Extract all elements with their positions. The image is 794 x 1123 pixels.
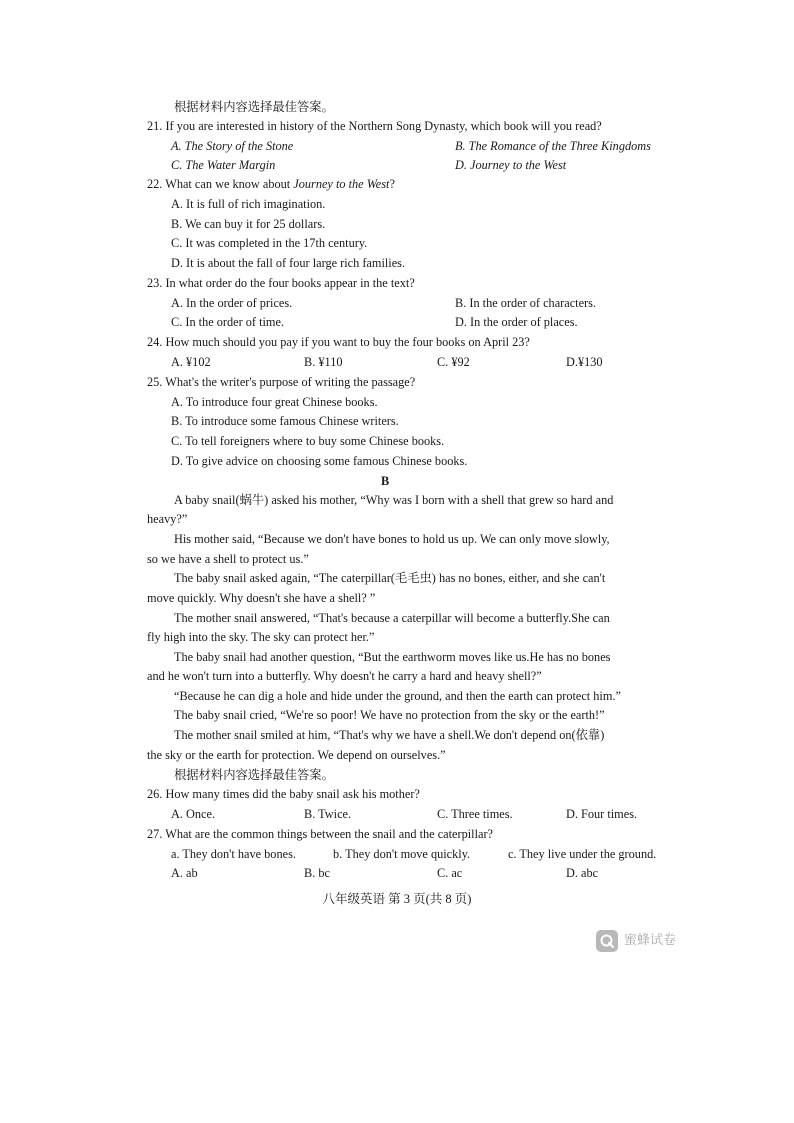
question-21-option-b: B. The Romance of the Three Kingdoms: [455, 139, 651, 153]
question-22-book-title: Journey to the West: [293, 177, 390, 191]
passage-line: The baby snail had another question, “But the earthworm moves like us.He has no bones: [174, 650, 611, 664]
question-21-stem: 21. If you are interested in history of the Northern Song Dynasty, which book will you read?: [147, 119, 602, 133]
question-24-option-d: D.¥130: [566, 355, 603, 369]
passage-line: “Because he can dig a hole and hide under the ground, and then the earth can protect him.”: [174, 689, 621, 703]
question-23-stem: 23. In what order do the four books appear in the text?: [147, 276, 415, 290]
section-heading: B: [381, 474, 390, 488]
passage-line: the sky or the earth for protection. We depend on ourselves.”: [147, 748, 446, 762]
question-21-option-a: A. The Story of the Stone: [171, 139, 294, 153]
q-logo-icon: [596, 930, 618, 952]
instruction-text: 根据材料内容选择最佳答案。: [174, 100, 334, 114]
question-22-option-a: A. It is full of rich imagination.: [171, 197, 326, 211]
question-25-option-b: B. To introduce some famous Chinese writers.: [171, 414, 399, 428]
watermark-text: 蜜蜂试卷: [624, 933, 677, 949]
question-23-option-b: B. In the order of characters.: [455, 296, 597, 310]
question-25-option-a: A. To introduce four great Chinese books.: [171, 395, 378, 409]
question-26-stem: 26. How many times did the baby snail ask his mother?: [147, 787, 420, 801]
question-23-option-c: C. In the order of time.: [171, 315, 285, 329]
question-25-option-c: C. To tell foreigners where to buy some Chinese books.: [171, 434, 445, 448]
instruction-text: 根据材料内容选择最佳答案。: [174, 768, 334, 782]
question-22-option-b: B. We can buy it for 25 dollars.: [171, 217, 326, 231]
question-22-stem-prefix: 22. What can we know about: [147, 177, 294, 191]
passage-line: His mother said, “Because we don't have bones to hold us up. We can only move slowly,: [174, 532, 610, 546]
question-24-option-c: C. ¥92: [437, 355, 470, 369]
passage-line: The baby snail asked again, “The caterpillar(毛毛虫) has no bones, either, and she can't: [174, 571, 606, 585]
question-24-stem: 24. How much should you pay if you want to buy the four books on April 23?: [147, 335, 530, 349]
question-25-stem: 25. What's the writer's purpose of writing the passage?: [147, 375, 416, 389]
passage-line: The mother snail answered, “That's because a caterpillar will become a butterfly.She can: [174, 611, 610, 625]
question-27-option-c: C. ac: [437, 866, 463, 880]
passage-line: The baby snail cried, “We're so poor! We have no protection from the sky or the earth!”: [174, 708, 605, 722]
question-22-option-c: C. It was completed in the 17th century.: [171, 236, 368, 250]
question-23-option-a: A. In the order of prices.: [171, 296, 293, 310]
question-26-option-d: D. Four times.: [566, 807, 638, 821]
question-25-option-d: D. To give advice on choosing some famous Chinese books.: [171, 454, 468, 468]
question-26-option-c: C. Three times.: [437, 807, 513, 821]
passage-line: The mother snail smiled at him, “That's why we have a shell.We don't depend on(依靠): [174, 728, 605, 742]
question-26-option-a: A. Once.: [171, 807, 216, 821]
page-footer: 八年级英语 第 3 页(共 8 页): [322, 892, 472, 906]
watermark: [596, 930, 676, 952]
question-21-option-c: C. The Water Margin: [171, 158, 276, 172]
passage-line: heavy?”: [147, 512, 188, 526]
question-24-option-a: A. ¥102: [171, 355, 211, 369]
question-27-option-d: D. abc: [566, 866, 599, 880]
question-22-option-d: D. It is about the fall of four large rich families.: [171, 256, 406, 270]
question-27-stem: 27. What are the common things between the snail and the caterpillar?: [147, 827, 494, 841]
passage-line: move quickly. Why doesn't she have a shell? ”: [147, 591, 376, 605]
question-27-statement-a: a. They don't have bones.: [171, 847, 296, 861]
passage-line: so we have a shell to protect us.”: [147, 552, 309, 566]
question-24-option-b: B. ¥110: [304, 355, 343, 369]
question-21-option-d: D. Journey to the West: [455, 158, 567, 172]
question-27-option-a: A. ab: [171, 866, 198, 880]
question-27-statement-c: c. They live under the ground.: [508, 847, 657, 861]
question-22-stem: [147, 175, 395, 195]
question-26-option-b: B. Twice.: [304, 807, 352, 821]
question-27-statement-b: b. They don't move quickly.: [333, 847, 471, 861]
question-22-stem-suffix: ?: [389, 177, 395, 191]
passage-line: fly high into the sky. The sky can protect her.”: [147, 630, 375, 644]
passage-line: and he won't turn into a butterfly. Why doesn't he carry a hard and heavy shell?”: [147, 669, 542, 683]
passage-line: A baby snail(蜗牛) asked his mother, “Why was I born with a shell that grew so hard and: [174, 493, 614, 507]
question-23-option-d: D. In the order of places.: [455, 315, 578, 329]
question-27-option-b: B. bc: [304, 866, 330, 880]
